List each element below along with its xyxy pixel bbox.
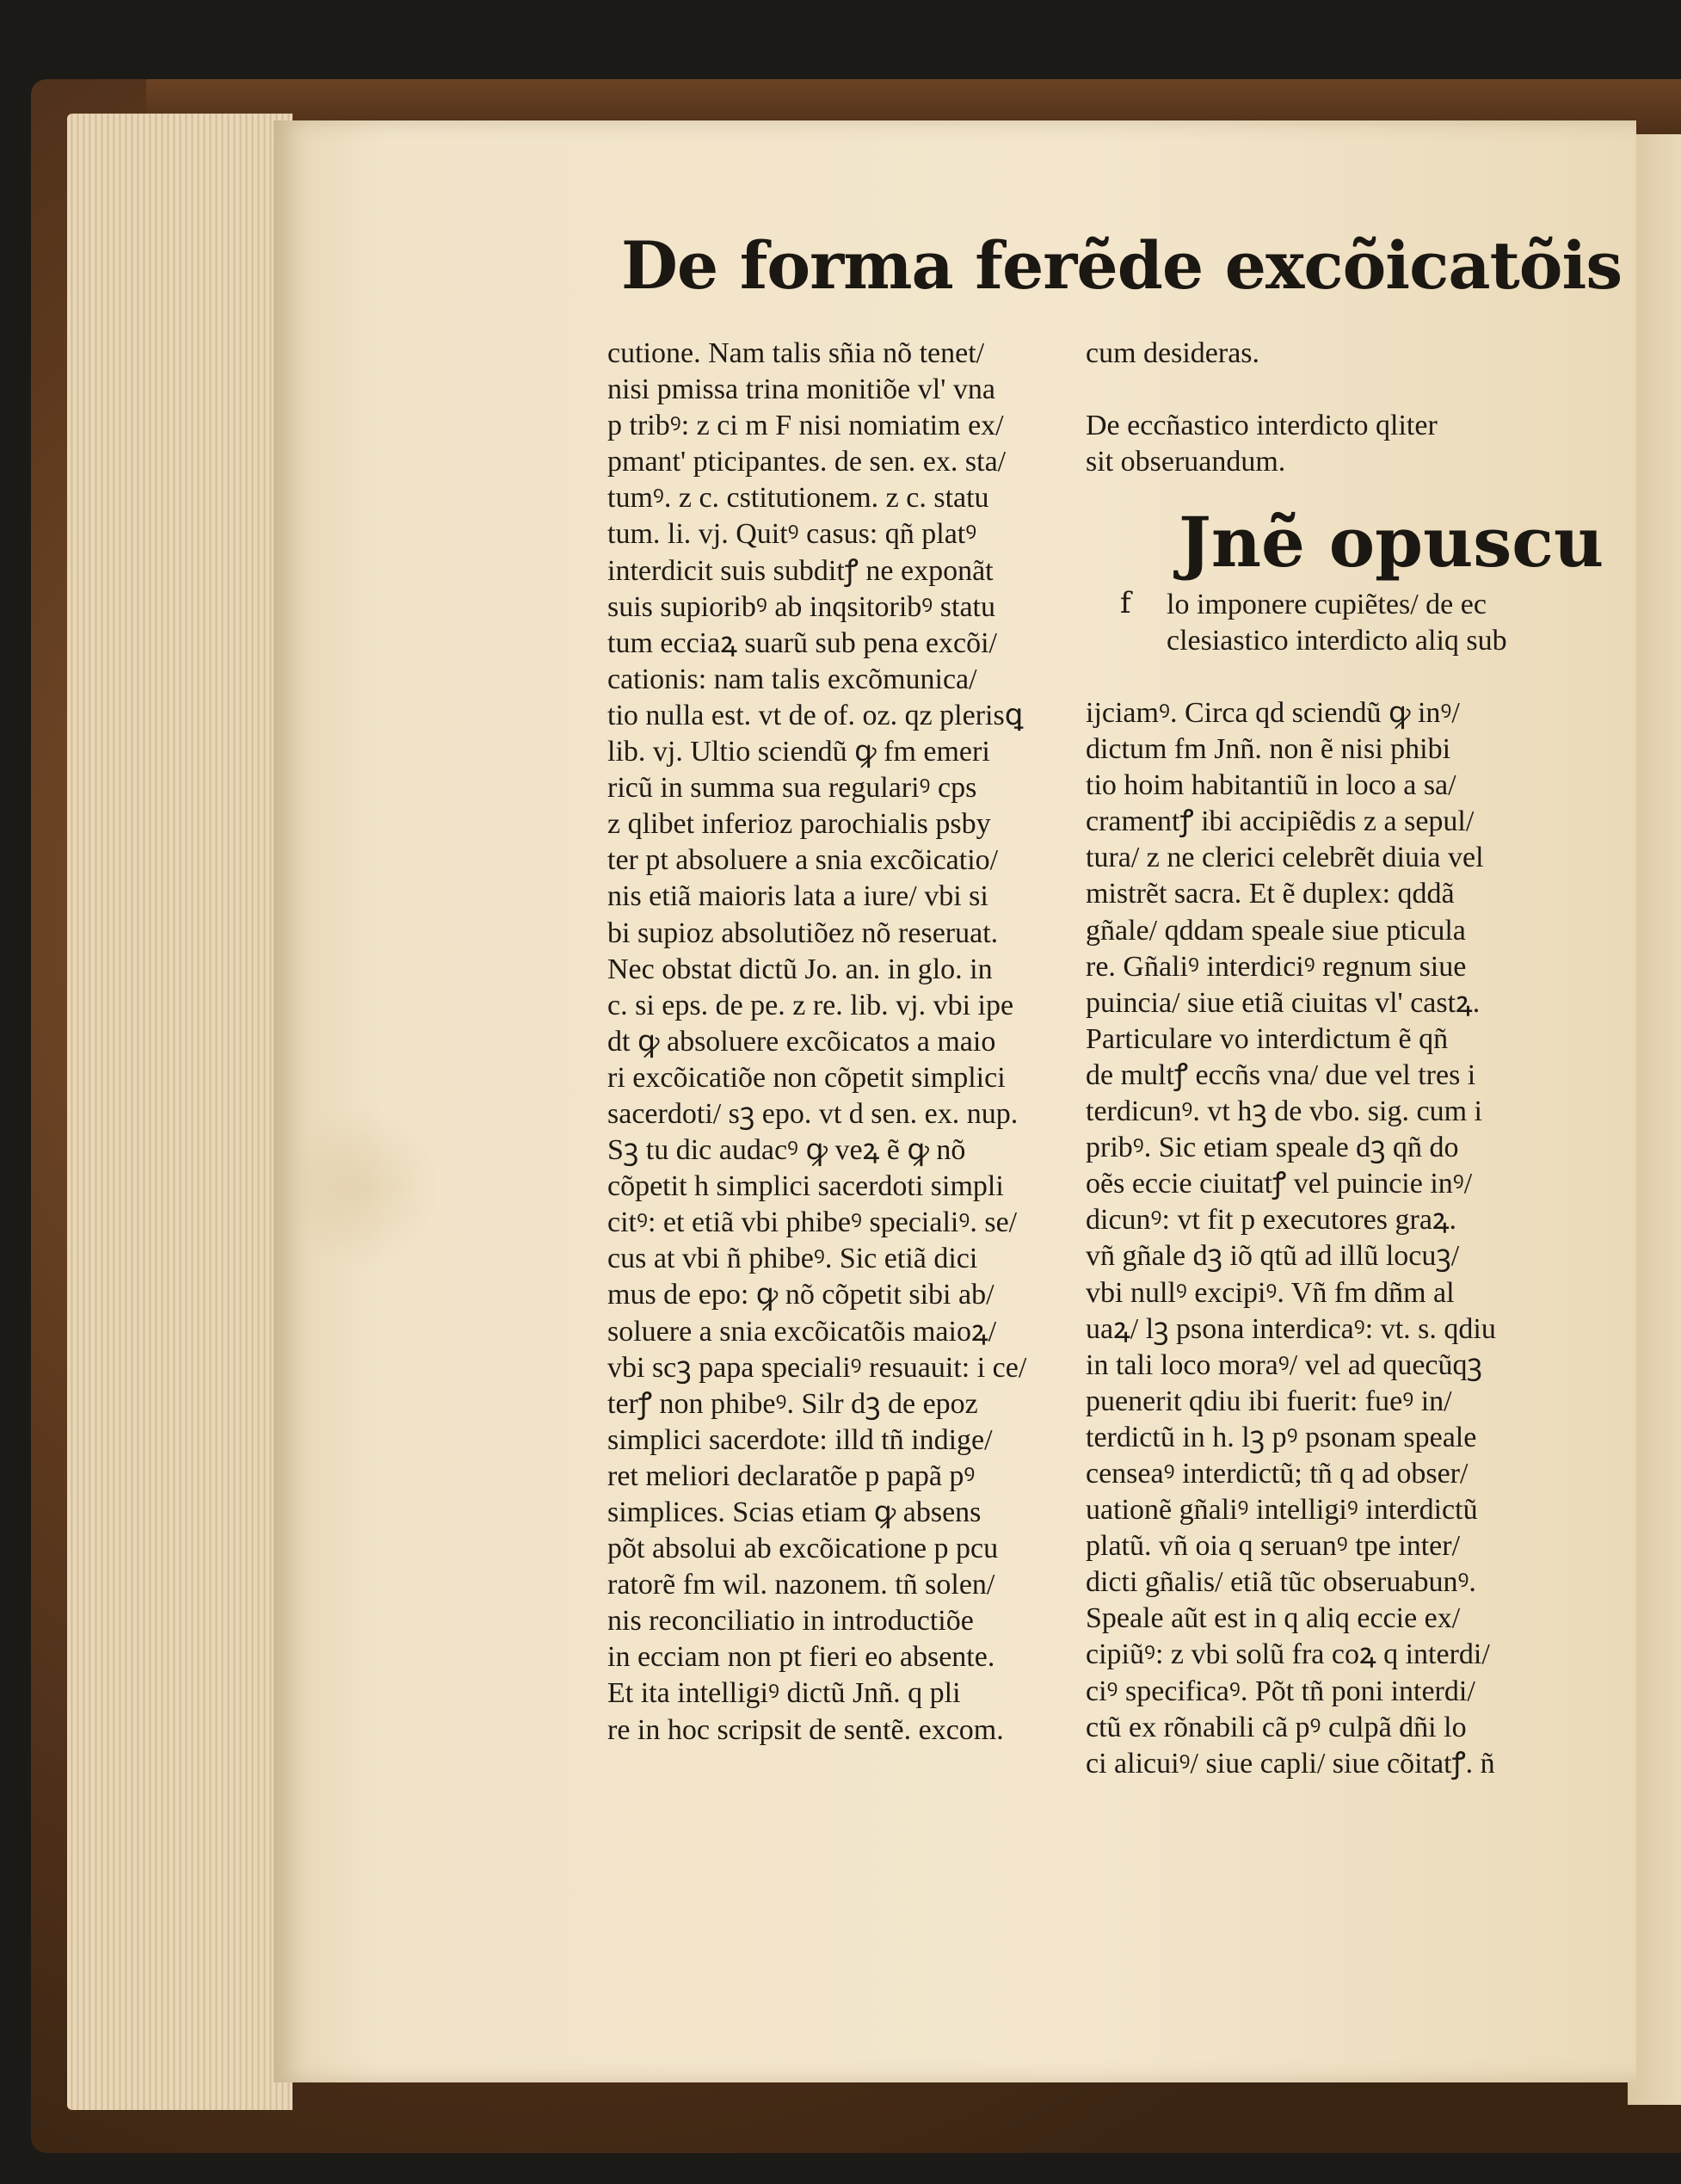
text-line: uationẽ gñaliꝰ intelligiꝰ interdictũ [1086, 1494, 1478, 1527]
guide-letter: f [1120, 586, 1131, 620]
text-line: citꝰ: et etiã vbi phibeꝰ specialiꝰ. se/ [607, 1206, 1018, 1239]
text-line: vñ gñale dꝫ iõ qtũ ad illũ locuꝫ/ [1086, 1240, 1460, 1273]
text-line: bi supioz absolutiõez nõ reseruat. [607, 916, 999, 949]
running-title: De forma ferẽde excõicatõis [621, 227, 1623, 304]
text-line: ratorẽ fm wil. nazonem. tñ solen/ [607, 1569, 995, 1601]
text-line: tum. li. vj. Quitꝰ casus: qñ platꝰ [607, 518, 977, 551]
text-line: puenerit qdiu ibi fuerit: fueꝰ in/ [1086, 1385, 1452, 1417]
text-line: censeaꝰ interdictũ; tñ q ad obser/ [1086, 1457, 1469, 1490]
text-line: p tribꝰ: z ci m F nisi nomiatim ex/ [607, 410, 1004, 442]
text-line: cõpetit h simplici sacerdoti simpli [607, 1170, 1004, 1203]
text-line: ri excõicatiõe non cõpetit simplici [607, 1061, 1006, 1094]
left-text-column [607, 336, 1072, 1749]
text-line: in ecciam non pt fieri eo absente. [607, 1641, 995, 1674]
text-line: sacerdoti/ sꝫ epo. vt d sen. ex. nup. [607, 1097, 1019, 1130]
right-text-column-top [1086, 336, 1550, 480]
text-line: cum desideras. [1086, 337, 1260, 369]
text-line: uaꝝ/ lꝫ psona interdicaꝰ: vt. s. qdiu [1086, 1312, 1496, 1345]
text-line: ricũ in summa sua regulariꝰ cps [607, 772, 977, 805]
text-line: lib. vj. Ultio sciendũ ꝙ fm emeri [607, 736, 990, 768]
text-line: de multꝭ eccñs vna/ due vel tres i [1086, 1058, 1476, 1091]
text-line: nis etiã maioris lata a iure/ vbi si [607, 880, 988, 913]
text-line: tio hoim habitantiũ in loco a sa/ [1086, 769, 1456, 802]
paper-stain [284, 1101, 439, 1274]
text-line: vbi scꝫ papa specialiꝰ resuauit: i ce/ [607, 1351, 1027, 1384]
text-line: suis supioribꝰ ab inqsitoribꝰ statu [607, 590, 995, 623]
text-line: cipiũꝰ: z vbi solũ fra coꝝ q interdi/ [1086, 1638, 1490, 1671]
text-line: cutione. Nam talis sñia nõ tenet/ [607, 337, 985, 369]
text-line: De eccñastico interdicto qliter [1086, 410, 1438, 442]
text-line: tum ecciaꝝ suarũ sub pena excõi/ [607, 626, 997, 659]
text-line: põt absolui ab excõicatione p pcu [607, 1533, 999, 1565]
text-line: Sꝫ tu dic audacꝰ ꝙ veꝝ ẽ ꝙ nõ [607, 1134, 966, 1167]
text-line: oẽs eccie ciuitatꝭ vel puincie inꝰ/ [1086, 1168, 1473, 1200]
text-line: puincia/ siue etiã ciuitas vl' castꝝ. [1086, 986, 1481, 1019]
text-line: mistrẽt sacra. Et ẽ duplex: qddã [1086, 878, 1455, 910]
text-line: cationis: nam talis excõmunica/ [607, 663, 977, 695]
text-line: lo imponere cupiẽtes/ de ec [1167, 589, 1487, 620]
text-line: Particulare vo interdictum ẽ qñ [1086, 1022, 1449, 1055]
text-line: re in hoc scripsit de sentẽ. excom. [607, 1713, 1004, 1746]
section-initial-word: Jnẽ opuscu [1179, 502, 1604, 583]
text-line: ijciamꝰ. Circa qd sciendũ ꝙ inꝰ/ [1086, 697, 1460, 729]
text-line: terdictũ in h. lꝫ pꝰ psonam speale [1086, 1421, 1477, 1453]
text-line: dt ꝙ absoluere excõicatos a maio [607, 1025, 996, 1058]
text-line: pmant' pticipantes. de sen. ex. sta/ [607, 446, 1007, 478]
text-line: gñale/ qddam speale siue pticula [1086, 914, 1466, 947]
text-line: soluere a snia excõicatõis maioꝝ/ [607, 1315, 997, 1348]
right-text-column-body [1086, 695, 1550, 1782]
text-line: ci alicuiꝰ/ siue capli/ siue cõitatꝭ. ñ [1086, 1747, 1495, 1780]
text-line: re. Gñaliꝰ interdiciꝰ regnum siue [1086, 950, 1467, 983]
text-line: c. si eps. de pe. z re. lib. vj. vbi ipe [607, 989, 1014, 1021]
text-line: simplici sacerdote: illd tñ indige/ [607, 1423, 993, 1456]
text-line: Speale aũt est in q aliq eccie ex/ [1086, 1602, 1461, 1635]
text-line: Et ita intelligiꝰ dictũ Jnñ. q pli [607, 1677, 961, 1710]
text-line [1086, 372, 1550, 408]
text-line: dictum fm Jnñ. non ẽ nisi phibi [1086, 733, 1451, 766]
text-line: tura/ z ne clerici celebrẽt diuia vel [1086, 842, 1484, 874]
right-text-beside-initial [1167, 587, 1554, 659]
text-line: terdicunꝰ. vt hꝫ de vbo. sig. cum i [1086, 1095, 1482, 1128]
text-line: cramentꝭ ibi accipiẽdis z a sepul/ [1086, 805, 1475, 838]
text-line: cus at vbi ñ phibeꝰ. Sic etiã dici [607, 1243, 978, 1275]
text-line: ter pt absoluere a snia excõicatio/ [607, 844, 999, 877]
text-line: platũ. vñ oia q seruanꝰ tpe inter/ [1086, 1530, 1461, 1563]
text-line: in tali loco moraꝰ/ vel ad quecũqꝫ [1086, 1348, 1482, 1381]
text-line: vbi nullꝰ excipiꝰ. Vñ fm dñm al [1086, 1276, 1455, 1309]
text-line: mus de epo: ꝙ nõ cõpetit sibi ab/ [607, 1279, 994, 1311]
text-line: ciꝰ specificaꝰ. Põt tñ poni interdi/ [1086, 1675, 1475, 1707]
text-line: dicti gñalis/ etiã tũc obseruabunꝰ. [1086, 1566, 1476, 1599]
text-line: terꝭ non phibeꝰ. Silr dꝫ de epoz [607, 1387, 978, 1420]
text-line: nis reconciliatio in introductiõe [607, 1605, 974, 1638]
text-line: clesiastico interdicto aliq sub [1167, 625, 1507, 657]
text-line: pribꝰ. Sic etiam speale dꝫ qñ do [1086, 1132, 1459, 1164]
text-line: interdicit suis subditꝭ ne exponãt [607, 554, 994, 587]
stacked-page-edges [67, 114, 292, 2110]
text-line: simplices. Scias etiam ꝙ absens [607, 1496, 982, 1528]
text-line: Nec obstat dictũ Jo. an. in glo. in [607, 953, 993, 985]
text-line: tio nulla est. vt de of. oz. qz plerisꝗ [607, 699, 1024, 731]
text-line: tumꝰ. z c. cstitutionem. z c. statu [607, 482, 989, 515]
text-line: dicunꝰ: vt fit p executores graꝝ. [1086, 1204, 1457, 1237]
text-line: nisi pmissa trina monitiõe vl' vna [607, 373, 995, 406]
text-line: ctũ ex rõnabili cã pꝰ culpã dñi lo [1086, 1711, 1467, 1743]
text-line: z qlibet inferioz parochialis psby [607, 808, 991, 841]
text-line: sit obseruandum. [1086, 446, 1286, 478]
text-line: ret meliori declaratõe p papã pꝰ [607, 1459, 976, 1492]
